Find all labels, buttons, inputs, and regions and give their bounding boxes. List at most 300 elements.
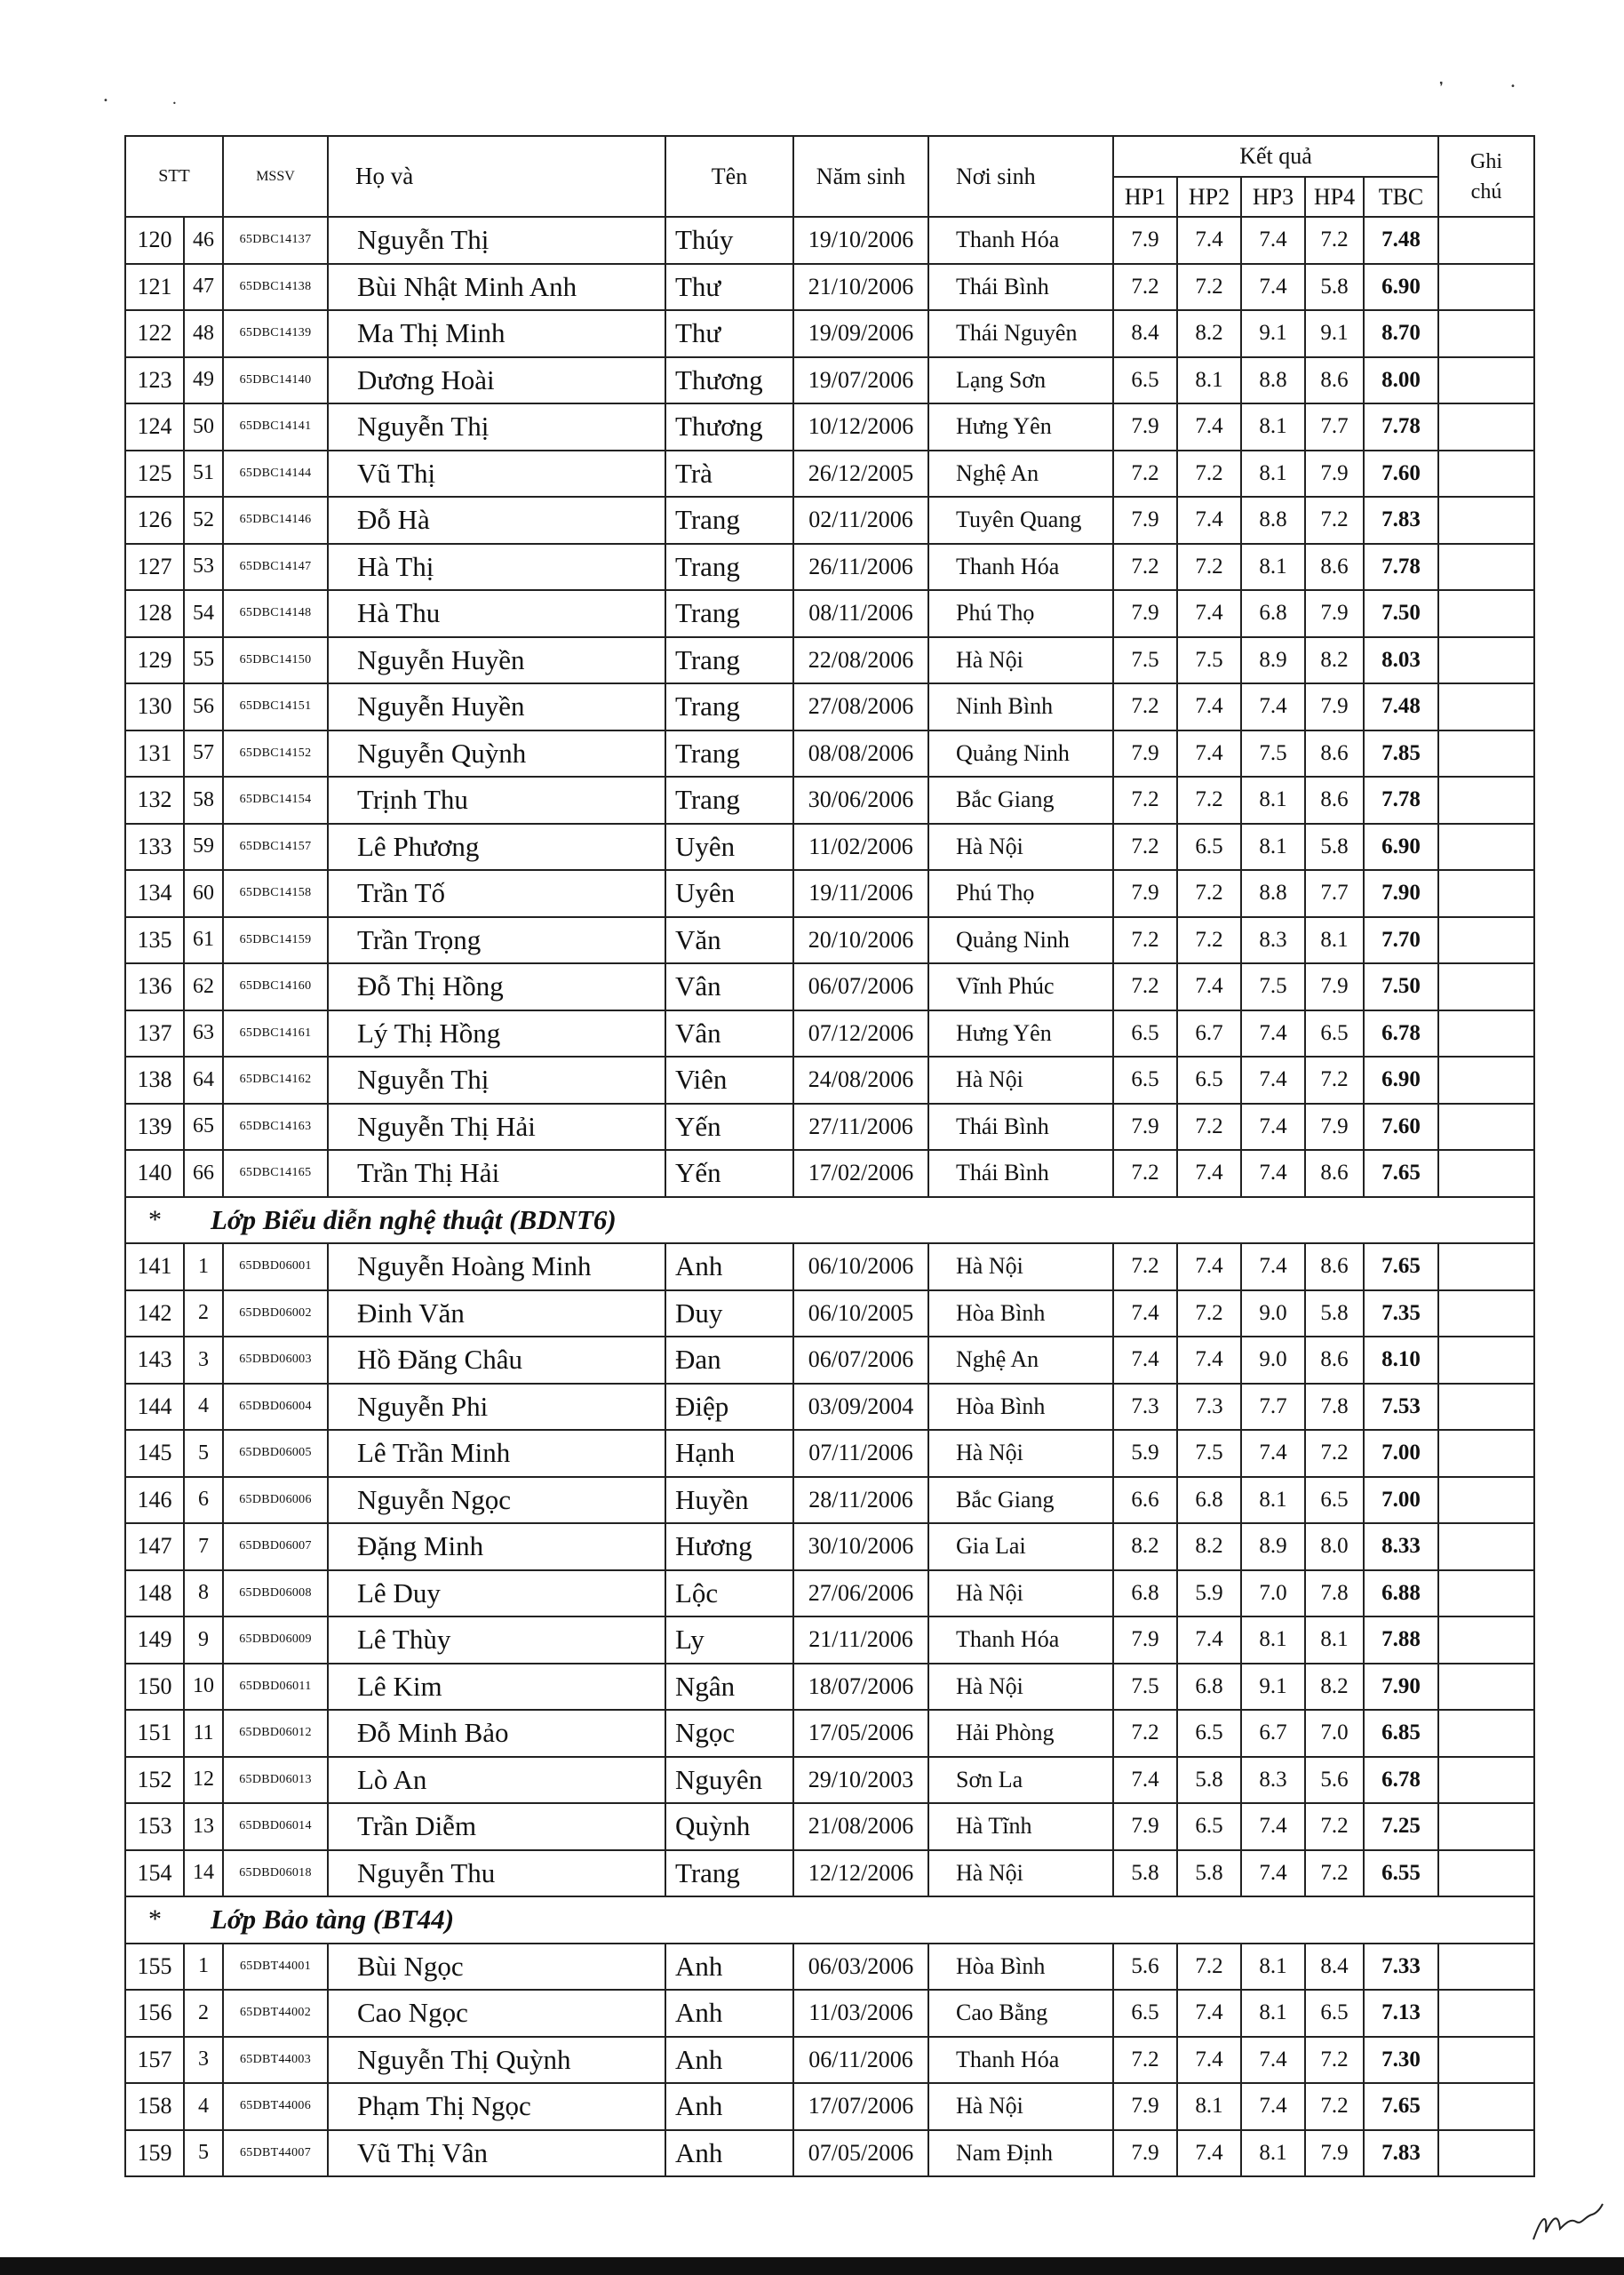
dob-cell: 06/07/2006 (793, 963, 928, 1010)
hp1-cell: 5.6 (1113, 1944, 1177, 1991)
hp1-cell: 7.9 (1113, 403, 1177, 451)
note-cell (1438, 1337, 1534, 1384)
hp3-cell: 7.4 (1241, 1243, 1305, 1290)
sub-stt-cell: 59 (184, 824, 223, 871)
hp2-cell: 6.8 (1177, 1664, 1241, 1711)
hp2-cell: 6.5 (1177, 824, 1241, 871)
tbc-cell: 8.03 (1364, 637, 1438, 684)
sub-stt-cell: 14 (184, 1850, 223, 1897)
hp3-cell: 7.5 (1241, 963, 1305, 1010)
sub-stt-cell: 47 (184, 264, 223, 311)
tbc-cell: 7.33 (1364, 1944, 1438, 1991)
stt-cell: 151 (125, 1710, 184, 1757)
sub-stt-cell: 7 (184, 1523, 223, 1570)
header-tbc: TBC (1364, 177, 1438, 217)
table-row (125, 730, 1534, 778)
hp1-cell: 7.5 (1113, 1664, 1177, 1711)
tbc-cell: 7.78 (1364, 544, 1438, 591)
first-name-cell: Anh (665, 1944, 793, 1991)
hp1-cell: 7.2 (1113, 824, 1177, 871)
dob-cell: 17/07/2006 (793, 2083, 928, 2130)
table-row (125, 1430, 1534, 1477)
hp1-cell: 7.2 (1113, 917, 1177, 964)
table-row (125, 917, 1534, 964)
sub-stt-cell: 53 (184, 544, 223, 591)
pob-cell: Quảng Ninh (928, 917, 1113, 964)
tbc-cell: 7.53 (1364, 1384, 1438, 1431)
last-name-cell: Nguyễn Phi (328, 1384, 665, 1431)
first-name-cell: Anh (665, 1990, 793, 2037)
last-name-cell: Lê Kim (328, 1664, 665, 1711)
tbc-cell: 7.70 (1364, 917, 1438, 964)
mssv-cell: 65DBC14150 (223, 637, 328, 684)
hp3-cell: 7.4 (1241, 1803, 1305, 1850)
sub-stt-cell: 60 (184, 870, 223, 917)
first-name-cell: Thương (665, 357, 793, 404)
pob-cell: Hà Nội (928, 824, 1113, 871)
sub-stt-cell: 9 (184, 1616, 223, 1664)
dob-cell: 20/10/2006 (793, 917, 928, 964)
hp3-cell: 8.1 (1241, 1990, 1305, 2037)
hp1-cell: 7.2 (1113, 2037, 1177, 2084)
hp1-cell: 5.8 (1113, 1850, 1177, 1897)
last-name-cell: Hồ Đăng Châu (328, 1337, 665, 1384)
last-name-cell: Cao Ngọc (328, 1990, 665, 2037)
hp4-cell: 5.8 (1305, 824, 1364, 871)
header-hp1: HP1 (1113, 177, 1177, 217)
hp4-cell: 8.2 (1305, 637, 1364, 684)
tbc-cell: 7.65 (1364, 1243, 1438, 1290)
hp4-cell: 8.2 (1305, 1664, 1364, 1711)
last-name-cell: Lý Thị Hồng (328, 1010, 665, 1058)
pob-cell: Phú Thọ (928, 590, 1113, 637)
note-cell (1438, 1477, 1534, 1524)
table-row (125, 1803, 1534, 1850)
hp3-cell: 7.4 (1241, 264, 1305, 311)
hp1-cell: 6.6 (1113, 1477, 1177, 1524)
note-cell (1438, 217, 1534, 264)
hp2-cell: 7.4 (1177, 2130, 1241, 2177)
stt-cell: 156 (125, 1990, 184, 2037)
hp2-cell: 7.4 (1177, 1150, 1241, 1197)
first-name-cell: Viên (665, 1057, 793, 1104)
hp2-cell: 7.4 (1177, 1243, 1241, 1290)
hp2-cell: 7.4 (1177, 1616, 1241, 1664)
signature-mark (1526, 2197, 1606, 2250)
header-first-name: Tên (665, 136, 793, 217)
sub-stt-cell: 54 (184, 590, 223, 637)
note-cell (1438, 1570, 1534, 1617)
hp2-cell: 7.2 (1177, 917, 1241, 964)
hp1-cell: 7.9 (1113, 1616, 1177, 1664)
table-row (125, 264, 1534, 311)
header-note-text: Ghi chú (1470, 149, 1502, 204)
note-cell (1438, 777, 1534, 824)
tbc-cell: 7.90 (1364, 1664, 1438, 1711)
hp3-cell: 7.4 (1241, 2037, 1305, 2084)
hp2-cell: 5.8 (1177, 1757, 1241, 1804)
table-row (125, 403, 1534, 451)
pob-cell: Nam Định (928, 2130, 1113, 2177)
last-name-cell: Bùi Ngọc (328, 1944, 665, 1991)
tbc-cell: 7.65 (1364, 1150, 1438, 1197)
table-row (125, 1057, 1534, 1104)
hp2-cell: 7.5 (1177, 637, 1241, 684)
sub-stt-cell: 62 (184, 963, 223, 1010)
hp1-cell: 7.2 (1113, 1150, 1177, 1197)
table-row (125, 1710, 1534, 1757)
note-cell (1438, 451, 1534, 498)
stt-cell: 139 (125, 1104, 184, 1151)
stt-cell: 131 (125, 730, 184, 778)
mssv-cell: 65DBT44001 (223, 1944, 328, 1991)
table-row (125, 1150, 1534, 1197)
hp1-cell: 7.9 (1113, 217, 1177, 264)
note-cell (1438, 1243, 1534, 1290)
dob-cell: 08/11/2006 (793, 590, 928, 637)
pob-cell: Nghệ An (928, 1337, 1113, 1384)
pob-cell: Ninh Bình (928, 683, 1113, 730)
header-last-name: Họ và (328, 136, 665, 217)
hp4-cell: 8.6 (1305, 1337, 1364, 1384)
hp1-cell: 6.5 (1113, 1010, 1177, 1058)
hp4-cell: 9.1 (1305, 310, 1364, 357)
last-name-cell: Lê Duy (328, 1570, 665, 1617)
section-star: * (125, 1197, 184, 1244)
note-cell (1438, 1990, 1534, 2037)
dob-cell: 18/07/2006 (793, 1664, 928, 1711)
last-name-cell: Hà Thu (328, 590, 665, 637)
first-name-cell: Yến (665, 1150, 793, 1197)
dob-cell: 19/11/2006 (793, 870, 928, 917)
note-cell (1438, 824, 1534, 871)
mssv-cell: 65DBC14152 (223, 730, 328, 778)
hp3-cell: 9.1 (1241, 1664, 1305, 1711)
stt-cell: 152 (125, 1757, 184, 1804)
sub-stt-cell: 5 (184, 1430, 223, 1477)
first-name-cell: Uyên (665, 824, 793, 871)
mssv-cell: 65DBC14141 (223, 403, 328, 451)
mssv-cell: 65DBC14159 (223, 917, 328, 964)
hp3-cell: 9.0 (1241, 1337, 1305, 1384)
hp2-cell: 6.8 (1177, 1477, 1241, 1524)
mssv-cell: 65DBD06013 (223, 1757, 328, 1804)
hp3-cell: 7.7 (1241, 1384, 1305, 1431)
section-star: * (125, 1896, 184, 1944)
hp1-cell: 6.8 (1113, 1570, 1177, 1617)
dob-cell: 26/12/2005 (793, 451, 928, 498)
sub-stt-cell: 56 (184, 683, 223, 730)
note-cell (1438, 1384, 1534, 1431)
stt-cell: 128 (125, 590, 184, 637)
tbc-cell: 7.00 (1364, 1477, 1438, 1524)
sub-stt-cell: 65 (184, 1104, 223, 1151)
first-name-cell: Anh (665, 2083, 793, 2130)
dob-cell: 21/11/2006 (793, 1616, 928, 1664)
hp4-cell: 7.7 (1305, 403, 1364, 451)
table-row (125, 824, 1534, 871)
stt-cell: 126 (125, 497, 184, 544)
hp3-cell: 8.9 (1241, 637, 1305, 684)
last-name-cell: Trịnh Thu (328, 777, 665, 824)
last-name-cell: Nguyễn Thị Quỳnh (328, 2037, 665, 2084)
hp2-cell: 8.1 (1177, 2083, 1241, 2130)
hp2-cell: 7.2 (1177, 1290, 1241, 1337)
first-name-cell: Thúy (665, 217, 793, 264)
stt-cell: 132 (125, 777, 184, 824)
sub-stt-cell: 8 (184, 1570, 223, 1617)
mssv-cell: 65DBD06012 (223, 1710, 328, 1757)
hp1-cell: 7.2 (1113, 264, 1177, 311)
hp3-cell: 8.9 (1241, 1523, 1305, 1570)
sub-stt-cell: 55 (184, 637, 223, 684)
pob-cell: Thanh Hóa (928, 544, 1113, 591)
mssv-cell: 65DBD06003 (223, 1337, 328, 1384)
note-cell (1438, 637, 1534, 684)
mssv-cell: 65DBC14146 (223, 497, 328, 544)
header-dob: Năm sinh (793, 136, 928, 217)
hp3-cell: 7.4 (1241, 1010, 1305, 1058)
stt-cell: 121 (125, 264, 184, 311)
dob-cell: 06/07/2006 (793, 1337, 928, 1384)
note-cell (1438, 2130, 1534, 2177)
hp3-cell: 7.4 (1241, 1850, 1305, 1897)
hp2-cell: 6.5 (1177, 1710, 1241, 1757)
tbc-cell: 6.78 (1364, 1757, 1438, 1804)
last-name-cell: Trần Tố (328, 870, 665, 917)
pob-cell: Thanh Hóa (928, 217, 1113, 264)
table-row (125, 1477, 1534, 1524)
mssv-cell: 65DBD06008 (223, 1570, 328, 1617)
hp1-cell: 7.2 (1113, 1710, 1177, 1757)
hp4-cell: 8.6 (1305, 1243, 1364, 1290)
hp3-cell: 7.4 (1241, 683, 1305, 730)
tbc-cell: 7.35 (1364, 1290, 1438, 1337)
dob-cell: 27/11/2006 (793, 1104, 928, 1151)
table-row (125, 1010, 1534, 1058)
note-cell (1438, 310, 1534, 357)
hp2-cell: 7.2 (1177, 870, 1241, 917)
dob-cell: 19/07/2006 (793, 357, 928, 404)
note-cell (1438, 2083, 1534, 2130)
pob-cell: Nghệ An (928, 451, 1113, 498)
hp3-cell: 8.8 (1241, 870, 1305, 917)
stt-cell: 145 (125, 1430, 184, 1477)
dob-cell: 29/10/2003 (793, 1757, 928, 1804)
first-name-cell: Ly (665, 1616, 793, 1664)
stt-cell: 157 (125, 2037, 184, 2084)
last-name-cell: Lê Phương (328, 824, 665, 871)
hp4-cell: 7.2 (1305, 497, 1364, 544)
note-cell (1438, 730, 1534, 778)
table-row (125, 2130, 1534, 2177)
first-name-cell: Hương (665, 1523, 793, 1570)
table-row (125, 1570, 1534, 1617)
pob-cell: Bắc Giang (928, 1477, 1113, 1524)
table-row (125, 1664, 1534, 1711)
first-name-cell: Yến (665, 1104, 793, 1151)
sub-stt-cell: 66 (184, 1150, 223, 1197)
mssv-cell: 65DBT44007 (223, 2130, 328, 2177)
pob-cell: Tuyên Quang (928, 497, 1113, 544)
note-cell (1438, 403, 1534, 451)
hp3-cell: 8.3 (1241, 917, 1305, 964)
note-cell (1438, 1803, 1534, 1850)
mssv-cell: 65DBC14163 (223, 1104, 328, 1151)
first-name-cell: Thương (665, 403, 793, 451)
sub-stt-cell: 46 (184, 217, 223, 264)
sub-stt-cell: 3 (184, 2037, 223, 2084)
mssv-cell: 65DBC14137 (223, 217, 328, 264)
table-body (125, 217, 1534, 2176)
dob-cell: 19/10/2006 (793, 217, 928, 264)
mssv-cell: 65DBD06005 (223, 1430, 328, 1477)
dob-cell: 10/12/2006 (793, 403, 928, 451)
hp4-cell: 5.6 (1305, 1757, 1364, 1804)
first-name-cell: Anh (665, 2037, 793, 2084)
last-name-cell: Trần Trọng (328, 917, 665, 964)
tbc-cell: 7.13 (1364, 1990, 1438, 2037)
hp4-cell: 7.2 (1305, 217, 1364, 264)
first-name-cell: Điệp (665, 1384, 793, 1431)
stt-cell: 141 (125, 1243, 184, 1290)
mssv-cell: 65DBC14138 (223, 264, 328, 311)
stt-cell: 127 (125, 544, 184, 591)
sub-stt-cell: 2 (184, 1990, 223, 2037)
note-cell (1438, 2037, 1534, 2084)
last-name-cell: Nguyễn Thị (328, 403, 665, 451)
hp3-cell: 7.0 (1241, 1570, 1305, 1617)
hp2-cell: 7.2 (1177, 544, 1241, 591)
header-note (1438, 136, 1534, 217)
header-mssv: MSSV (223, 136, 328, 217)
hp3-cell: 9.0 (1241, 1290, 1305, 1337)
hp2-cell: 7.2 (1177, 264, 1241, 311)
last-name-cell: Lê Trần Minh (328, 1430, 665, 1477)
hp2-cell: 7.4 (1177, 1990, 1241, 2037)
note-cell (1438, 590, 1534, 637)
scan-speck: • (103, 96, 108, 106)
first-name-cell: Trang (665, 683, 793, 730)
stt-cell: 135 (125, 917, 184, 964)
hp4-cell: 5.8 (1305, 1290, 1364, 1337)
stt-cell: 138 (125, 1057, 184, 1104)
hp3-cell: 8.3 (1241, 1757, 1305, 1804)
note-cell (1438, 497, 1534, 544)
hp4-cell: 7.7 (1305, 870, 1364, 917)
sub-stt-cell: 64 (184, 1057, 223, 1104)
table-row (125, 310, 1534, 357)
hp1-cell: 7.9 (1113, 2083, 1177, 2130)
scan-speck: • (1510, 82, 1516, 92)
dob-cell: 22/08/2006 (793, 637, 928, 684)
hp2-cell: 8.2 (1177, 1523, 1241, 1570)
first-name-cell: Ngân (665, 1664, 793, 1711)
hp2-cell: 6.7 (1177, 1010, 1241, 1058)
first-name-cell: Lộc (665, 1570, 793, 1617)
hp3-cell: 7.4 (1241, 2083, 1305, 2130)
last-name-cell: Trần Thị Hải (328, 1150, 665, 1197)
note-cell (1438, 1944, 1534, 1991)
mssv-cell: 65DBD06014 (223, 1803, 328, 1850)
stt-cell: 143 (125, 1337, 184, 1384)
hp2-cell: 5.8 (1177, 1850, 1241, 1897)
hp2-cell: 7.4 (1177, 217, 1241, 264)
last-name-cell: Vũ Thị (328, 451, 665, 498)
mssv-cell: 65DBD06007 (223, 1523, 328, 1570)
table-row (125, 497, 1534, 544)
last-name-cell: Nguyễn Thu (328, 1850, 665, 1897)
hp4-cell: 7.2 (1305, 2083, 1364, 2130)
first-name-cell: Trang (665, 777, 793, 824)
hp2-cell: 7.2 (1177, 777, 1241, 824)
hp4-cell: 7.2 (1305, 2037, 1364, 2084)
hp3-cell: 9.1 (1241, 310, 1305, 357)
hp1-cell: 7.2 (1113, 451, 1177, 498)
hp2-cell: 7.4 (1177, 683, 1241, 730)
dob-cell: 07/11/2006 (793, 1430, 928, 1477)
note-cell (1438, 1150, 1534, 1197)
sub-stt-cell: 49 (184, 357, 223, 404)
pob-cell: Thanh Hóa (928, 1616, 1113, 1664)
pob-cell: Hải Phòng (928, 1710, 1113, 1757)
hp4-cell: 7.2 (1305, 1430, 1364, 1477)
hp4-cell: 8.6 (1305, 357, 1364, 404)
hp4-cell: 6.5 (1305, 1477, 1364, 1524)
hp1-cell: 7.4 (1113, 1290, 1177, 1337)
pob-cell: Hà Tĩnh (928, 1803, 1113, 1850)
mssv-cell: 65DBD06011 (223, 1664, 328, 1711)
sub-stt-cell: 1 (184, 1243, 223, 1290)
hp1-cell: 7.3 (1113, 1384, 1177, 1431)
hp2-cell: 7.4 (1177, 1337, 1241, 1384)
sub-stt-cell: 2 (184, 1290, 223, 1337)
table-row (125, 1850, 1534, 1897)
dob-cell: 30/06/2006 (793, 777, 928, 824)
note-cell (1438, 963, 1534, 1010)
stt-cell: 124 (125, 403, 184, 451)
note-cell (1438, 1664, 1534, 1711)
hp4-cell: 7.2 (1305, 1803, 1364, 1850)
first-name-cell: Trang (665, 637, 793, 684)
note-cell (1438, 264, 1534, 311)
first-name-cell: Trang (665, 1850, 793, 1897)
mssv-cell: 65DBC14154 (223, 777, 328, 824)
dob-cell: 08/08/2006 (793, 730, 928, 778)
note-cell (1438, 1104, 1534, 1151)
hp1-cell: 7.5 (1113, 637, 1177, 684)
hp4-cell: 7.9 (1305, 2130, 1364, 2177)
pob-cell: Thái Bình (928, 264, 1113, 311)
dob-cell: 17/05/2006 (793, 1710, 928, 1757)
tbc-cell: 7.00 (1364, 1430, 1438, 1477)
table-row (125, 1243, 1534, 1290)
hp4-cell: 7.8 (1305, 1570, 1364, 1617)
pob-cell: Hòa Bình (928, 1290, 1113, 1337)
hp4-cell: 8.6 (1305, 1150, 1364, 1197)
dob-cell: 03/09/2004 (793, 1384, 928, 1431)
scan-edge (0, 2257, 1624, 2275)
tbc-cell: 6.78 (1364, 1010, 1438, 1058)
header-pob: Nơi sinh (928, 136, 1113, 217)
table-row (125, 2037, 1534, 2084)
hp3-cell: 8.1 (1241, 1616, 1305, 1664)
stt-cell: 142 (125, 1290, 184, 1337)
dob-cell: 11/02/2006 (793, 824, 928, 871)
hp2-cell: 7.4 (1177, 497, 1241, 544)
sub-stt-cell: 51 (184, 451, 223, 498)
mssv-cell: 65DBC14144 (223, 451, 328, 498)
